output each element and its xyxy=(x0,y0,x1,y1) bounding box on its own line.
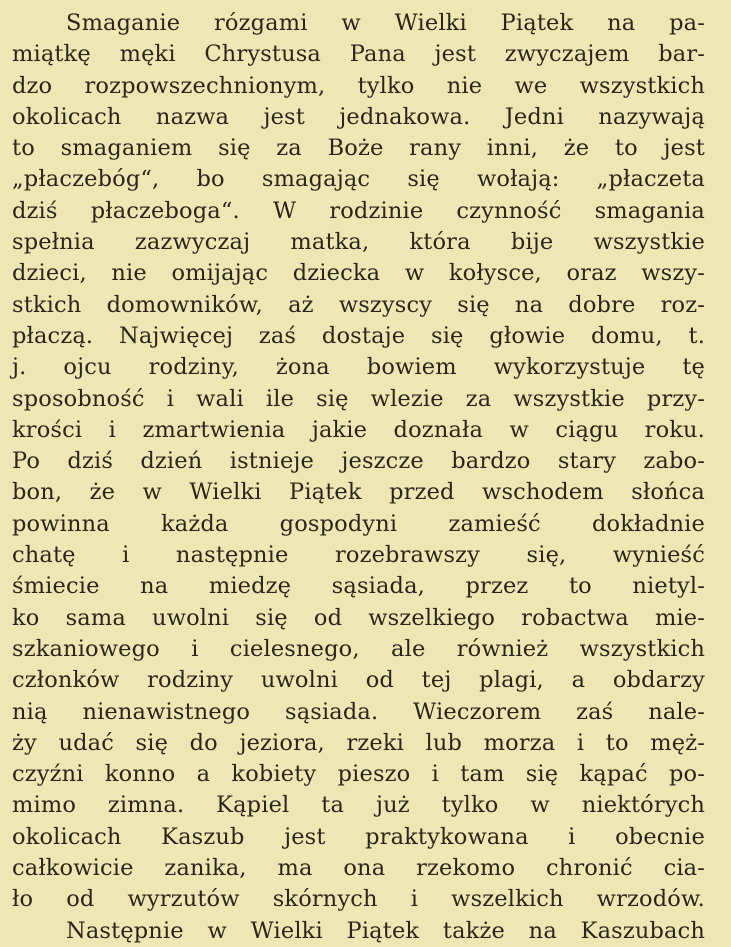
text-line: j. ojcu rodziny, żona bowiem wykorzystuje tę xyxy=(12,354,705,381)
text-line: bon, że w Wielki Piątek przed wschodem słońca xyxy=(12,479,705,506)
text-line: czyźni konno a kobiety pieszo i tam się kąpać po- xyxy=(12,761,705,788)
text-line: członków rodziny uwolni od tej plagi, a obdarzy xyxy=(12,667,705,694)
text-line: ko sama uwolni się od wszelkiego robactwa mie- xyxy=(12,604,705,631)
text-line: to smaganiem się za Boże rany inni, że to jest xyxy=(12,135,705,162)
text-line: spełnia zazwyczaj matka, która bije wszystkie xyxy=(12,229,705,256)
text-line: „płaczebóg“, bo smagając się wołają: „płaczeta xyxy=(12,166,705,193)
text-line: powinna każda gospodyni zamieść dokładnie xyxy=(12,510,705,537)
text-line: śmiecie na miedzę sąsiada, przez to nietyl- xyxy=(12,573,705,600)
text-line: Po dziś dzień istnieje jeszcze bardzo stary zabo- xyxy=(12,448,705,475)
text-line: dziś płaczeboga“. W rodzinie czynność smagania xyxy=(12,197,705,224)
text-line: dzieci, nie omijając dziecka w kołysce, oraz wszy- xyxy=(12,260,705,287)
text-line: okolicach Kaszub jest praktykowana i obecnie xyxy=(12,823,705,850)
text-line: dzo rozpowszechnionym, tylko nie we wszystkich xyxy=(12,72,705,99)
text-line-partial: Następnie w Wielki Piątek także na Kaszubach xyxy=(66,917,705,944)
text-line: szkaniowego i cielesnego, ale również wszystkich xyxy=(12,635,705,662)
text-line: chatę i następnie rozebrawszy się, wynieść xyxy=(12,542,705,569)
text-line: ło od wyrzutów skórnych i wszelkich wrzodów. xyxy=(12,886,705,913)
text-line: miątkę męki Chrystusa Pana jest zwyczajem bar- xyxy=(12,41,705,68)
text-line: Smaganie rózgami w Wielki Piątek na pa- xyxy=(66,10,705,36)
text-line: krości i zmartwienia jakie doznała w ciągu roku. xyxy=(12,416,705,443)
text-line: sposobność i wali ile się wlezie za wszystkie przy- xyxy=(12,385,705,412)
text-line: płaczą. Najwięcej zaś dostaje się głowie domu, t. xyxy=(12,322,705,349)
text-line: ży udać się do jeziora, rzeki lub morza i to męż- xyxy=(12,729,705,756)
article-text xyxy=(12,8,705,944)
text-line: mimo zimna. Kąpiel ta już tylko w niektórych xyxy=(12,792,705,819)
text-line: okolicach nazwa jest jednakowa. Jedni nazywają xyxy=(12,103,705,130)
text-line: stkich domowników, aż wszyscy się na dobre roz- xyxy=(12,291,705,318)
text-line: nią nienawistnego sąsiada. Wieczorem zaś nale- xyxy=(12,698,705,725)
text-line: całkowicie zanika, ma ona rzekomo chronić cia- xyxy=(12,855,705,882)
